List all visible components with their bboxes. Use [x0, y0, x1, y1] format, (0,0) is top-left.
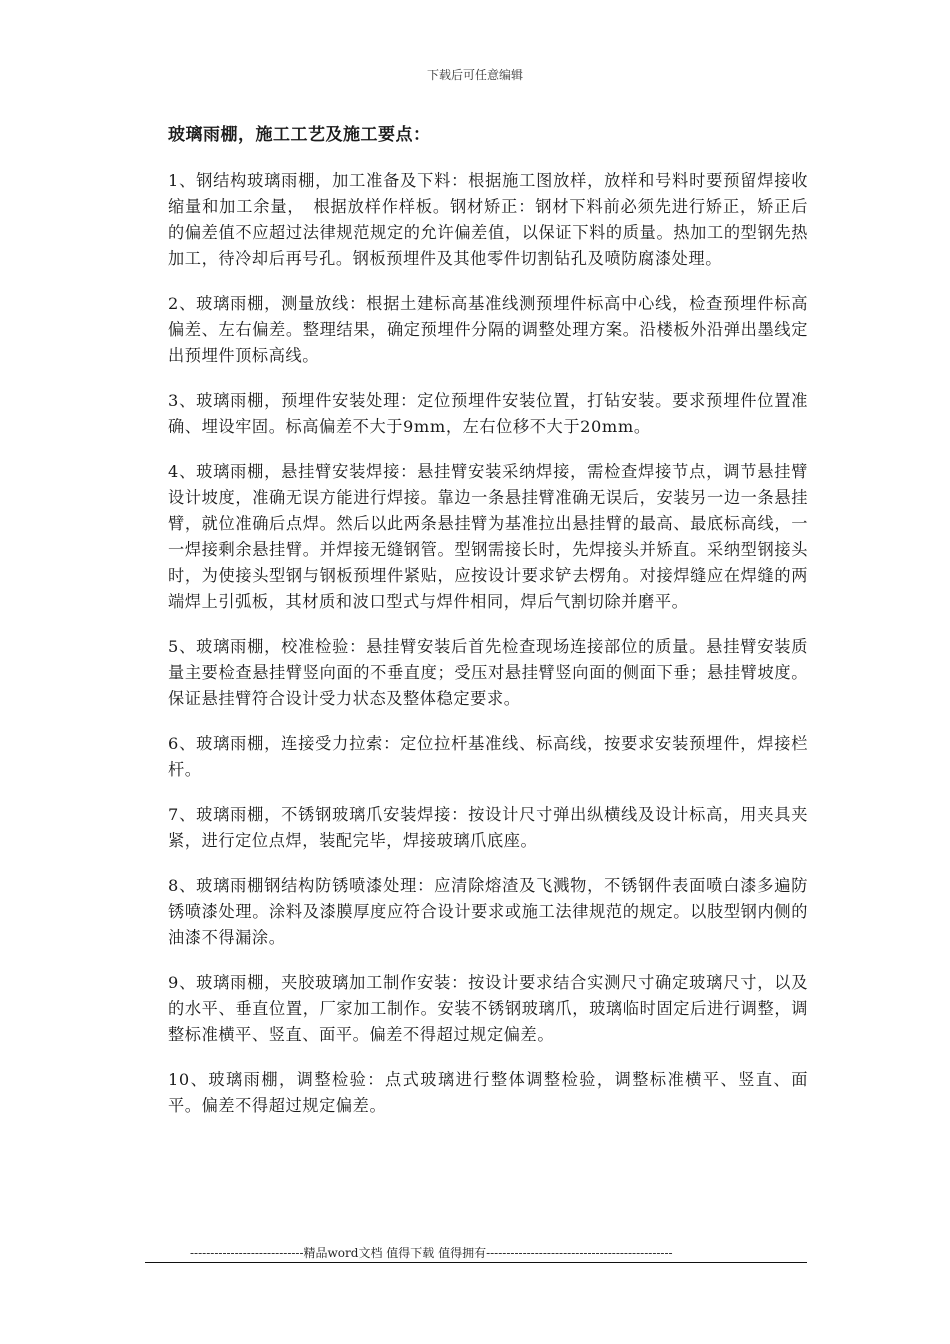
- paragraph-3: 3、玻璃雨棚，预埋件安装处理：定位预埋件安装位置，打钻安装。要求预埋件位置准确、埋设牢固。标高偏差不大于9mm，左右位移不大于20mm。: [168, 391, 808, 436]
- paragraph-1: 1、钢结构玻璃雨棚，加工准备及下料：根据施工图放样，放样和号料时要预留焊接收缩量和加工余量， 根据放样作样板。钢材矫正：钢材下料前必须先进行矫正，矫正后的偏差值不应超过法律规范规定的允许偏差值，以保证下料的质量。热加工的型钢先热加工，待冷却后再号孔。钢板预埋件及其他零件切割钻孔及喷防腐漆处理。: [168, 171, 808, 268]
- paragraph-9: 9、玻璃雨棚，夹胶玻璃加工制作安装：按设计要求结合实测尺寸确定玻璃尺寸，以及的水平、垂直位置，厂家加工制作。安装不锈钢玻璃爪，玻璃临时固定后进行调整，调整标准横平、竖直、面平。偏差不得超过规定偏差。: [168, 973, 808, 1044]
- paragraph-10: 10、玻璃雨棚，调整检验：点式玻璃进行整体调整检验，调整标准横平、竖直、面平。偏差不得超过规定偏差。: [168, 1070, 808, 1115]
- footer-divider: [145, 1262, 807, 1263]
- paragraph-6: 6、玻璃雨棚，连接受力拉索：定位拉杆基准线、标高线，按要求安装预埋件，焊接栏杆。: [168, 734, 808, 779]
- paragraph-2: 2、玻璃雨棚，测量放线：根据土建标高基准线测预埋件标高中心线，检查预埋件标高偏差、左右偏差。整理结果，确定预埋件分隔的调整处理方案。沿楼板外沿弹出墨线定出预埋件顶标高线。: [168, 294, 808, 365]
- paragraph-4: 4、玻璃雨棚，悬挂臂安装焊接：悬挂臂安装采纳焊接，需检查焊接节点，调节悬挂臂设计坡度，准确无误方能进行焊接。靠边一条悬挂臂准确无误后，安装另一边一条悬挂臂，就位准确后点焊。然后以此两条悬挂臂为基准拉出悬挂臂的最高、最底标高线，一一焊接剩余悬挂臂。并焊接无缝钢管。型钢需接长时，先焊接头并矫直。采纳型钢接头时，为使接头型钢与钢板预埋件紧贴，应按设计要求铲去楞角。对接焊缝应在焊缝的两端焊上引弧板，其材质和波口型式与焊件相同，焊后气割切除并磨平。: [168, 462, 808, 611]
- document-body: [168, 122, 808, 1138]
- page-footer: ----------------------------精品word文档 值得下载 值得拥有----------------------------------------------: [190, 1246, 673, 1260]
- paragraph-8: 8、玻璃雨棚钢结构防锈喷漆处理：应清除熔渣及飞溅物，不锈钢件表面喷白漆多遍防锈喷漆处理。涂料及漆膜厚度应符合设计要求或施工法律规范的规定。以肢型钢内侧的油漆不得漏涂。: [168, 876, 808, 947]
- paragraph-5: 5、玻璃雨棚，校准检验：悬挂臂安装后首先检查现场连接部位的质量。悬挂臂安装质量主要检查悬挂臂竖向面的不垂直度；受压对悬挂臂竖向面的侧面下垂；悬挂臂坡度。保证悬挂臂符合设计受力状态及整体稳定要求。: [168, 637, 808, 708]
- page-header: 下载后可任意编辑: [426, 68, 523, 82]
- paragraph-7: 7、玻璃雨棚，不锈钢玻璃爪安装焊接：按设计尺寸弹出纵横线及设计标高，用夹具夹紧，进行定位点焊，装配完毕，焊接玻璃爪底座。: [168, 805, 808, 850]
- document-title: 玻璃雨棚，施工工艺及施工要点：: [168, 125, 431, 145]
